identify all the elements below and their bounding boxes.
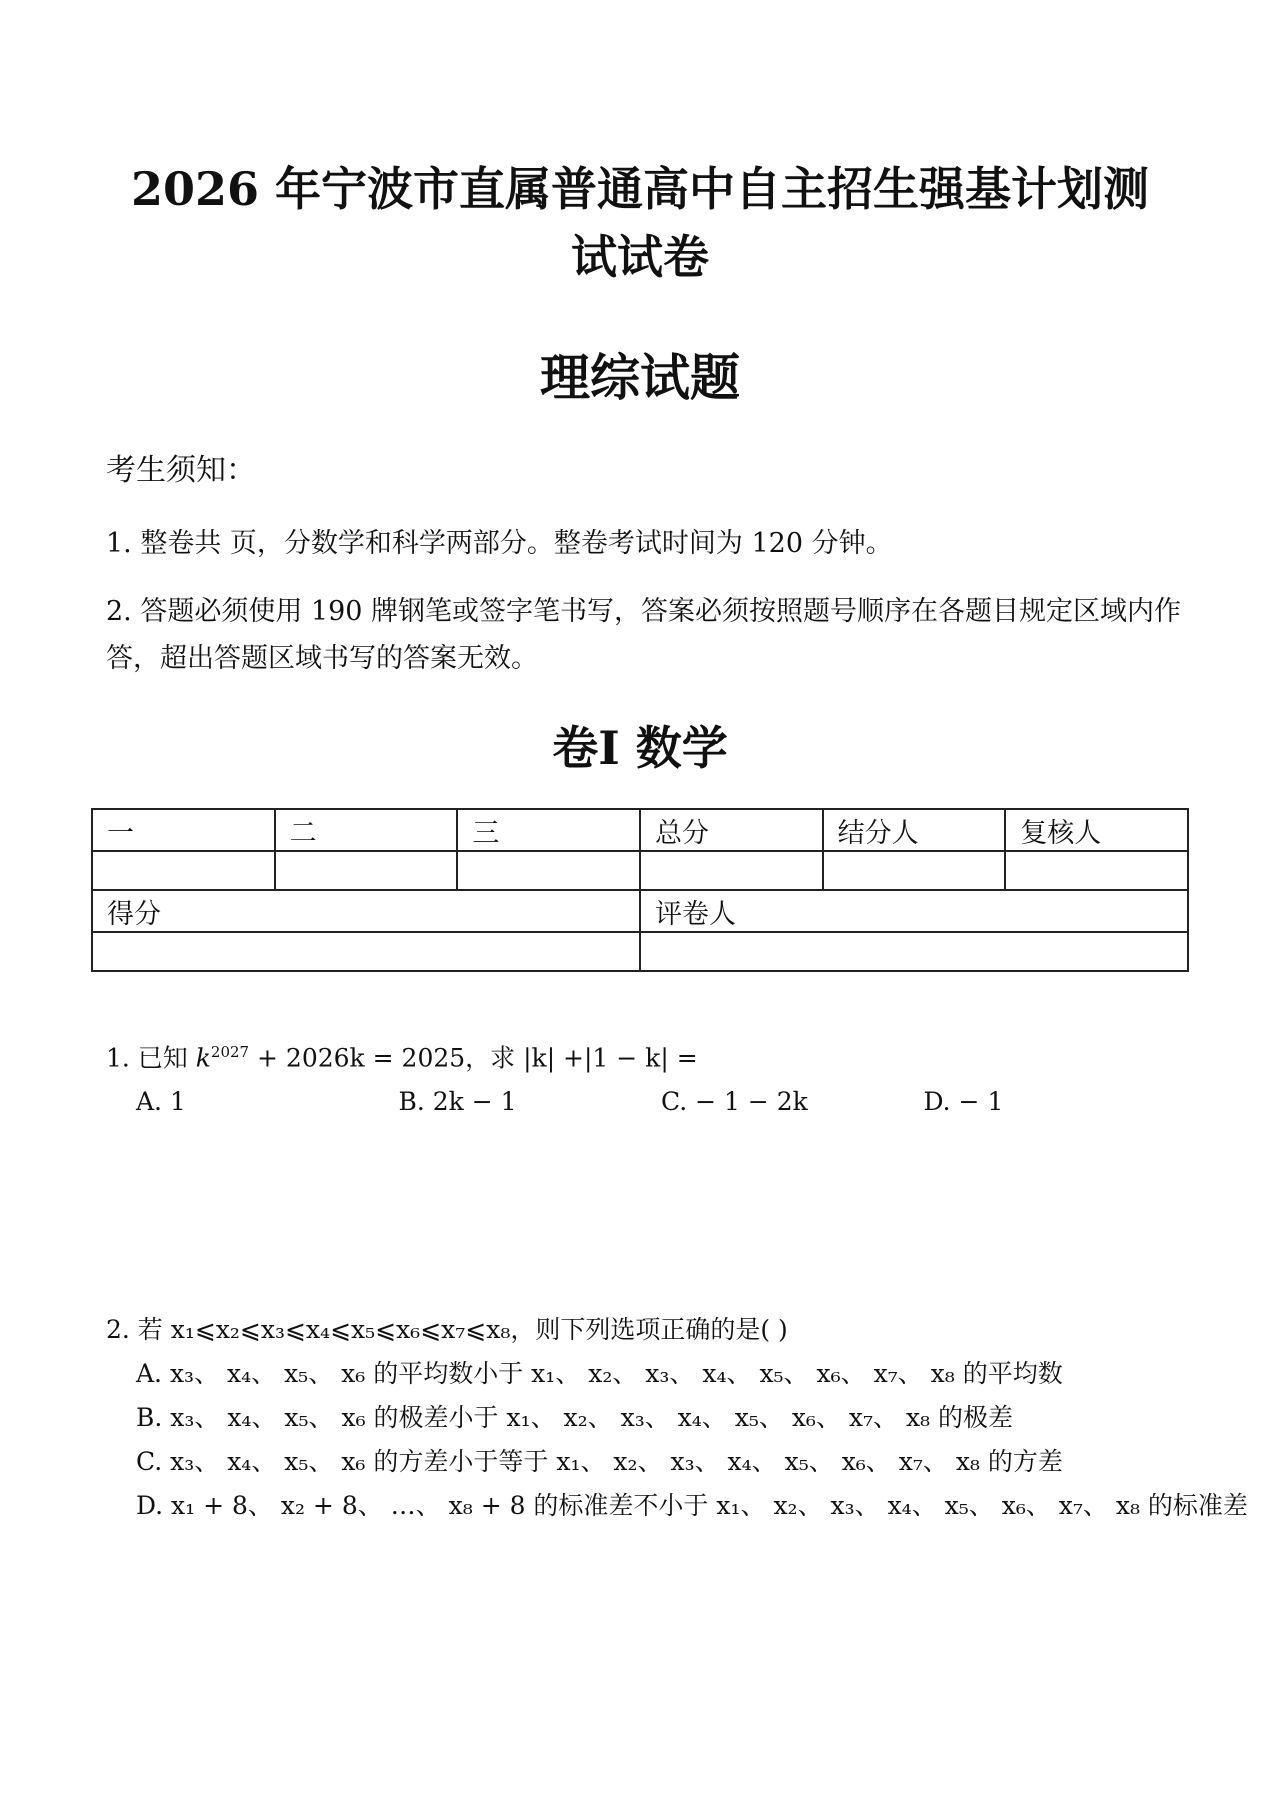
question-1-options: [106, 1080, 1186, 1124]
pingjuan-cell[interactable]: [640, 932, 1188, 971]
question-1: [106, 1030, 1186, 1124]
exam-title-line2: 试试卷: [571, 230, 709, 284]
section-title: 卷I 数学: [552, 721, 728, 775]
option-a: A. 1: [136, 1087, 186, 1117]
option-a: A. x₃、 x₄、 x₅、 x₆ 的平均数小于 x₁、 x₂、 x₃、 x₄、 x₅、 x₆、 x₇、 x₈ 的平均数: [136, 1359, 1063, 1388]
header-cell-1: 一: [92, 809, 275, 851]
notice-heading: 考生须知：: [106, 453, 256, 488]
header-cell-2: 二: [275, 809, 458, 851]
option-d: D. − 1: [923, 1087, 1004, 1117]
score-cell[interactable]: [275, 851, 458, 890]
header-cell-total: 总分: [640, 809, 823, 851]
defen-label: 得分: [92, 890, 640, 932]
score-table-header-row: [92, 809, 1188, 851]
score-entry-row: [92, 851, 1188, 890]
score-cell[interactable]: [457, 851, 640, 890]
pingjuan-label: 评卷人: [640, 890, 1188, 932]
subject-title: 理综试题: [540, 348, 740, 407]
exam-title: [0, 155, 1280, 291]
score-cell[interactable]: [823, 851, 1006, 890]
question-2: [106, 1308, 1248, 1528]
option-c: C. − 1 − 2k: [661, 1087, 808, 1117]
score-table: [91, 808, 1189, 972]
defen-cell[interactable]: [92, 932, 640, 971]
option-d: D. x₁ + 8、 x₂ + 8、 …、 x₈ + 8 的标准差不小于 x₁、 x₂、 x₃、 x₄、 x₅、 x₆、 x₇、 x₈ 的标准差: [136, 1491, 1248, 1520]
header-cell-scorer: 结分人: [823, 809, 1006, 851]
question-1-stem: 1. 已知 $k^{2027} + 2026k = 2025$，求 |k| +|1 − k| =: [106, 1043, 698, 1073]
notice-item-2: 2. 答题必须使用 190 牌钢笔或签字笔书写，答案必须按照题号顺序在各题目规定区域内作答，超出答题区域书写的答案无效。: [106, 596, 1182, 674]
score-cell[interactable]: [1005, 851, 1188, 890]
score-cell[interactable]: [92, 851, 275, 890]
notice-item-1: 1. 整卷共 页，分数学和科学两部分。整卷考试时间为 120 分钟。: [106, 528, 893, 559]
header-cell-reviewer: 复核人: [1005, 809, 1188, 851]
score-cell[interactable]: [640, 851, 823, 890]
exam-title-line1: 2026 年宁波市直属普通高中自主招生强基计划测: [130, 162, 1150, 216]
label-row: [92, 890, 1188, 932]
question-2-stem: 2. 若 x₁⩽x₂⩽x₃⩽x₄⩽x₅⩽x₆⩽x₇⩽x₈，则下列选项正确的是( ): [106, 1315, 788, 1344]
option-c: C. x₃、 x₄、 x₅、 x₆ 的方差小于等于 x₁、 x₂、 x₃、 x₄、 x₅、 x₆、 x₇、 x₈ 的方差: [136, 1447, 1063, 1476]
header-cell-3: 三: [457, 809, 640, 851]
option-b: B. x₃、 x₄、 x₅、 x₆ 的极差小于 x₁、 x₂、 x₃、 x₄、 x₅、 x₆、 x₇、 x₈ 的极差: [136, 1403, 1014, 1432]
signature-row: [92, 932, 1188, 971]
option-b: B. 2k − 1: [398, 1087, 517, 1117]
